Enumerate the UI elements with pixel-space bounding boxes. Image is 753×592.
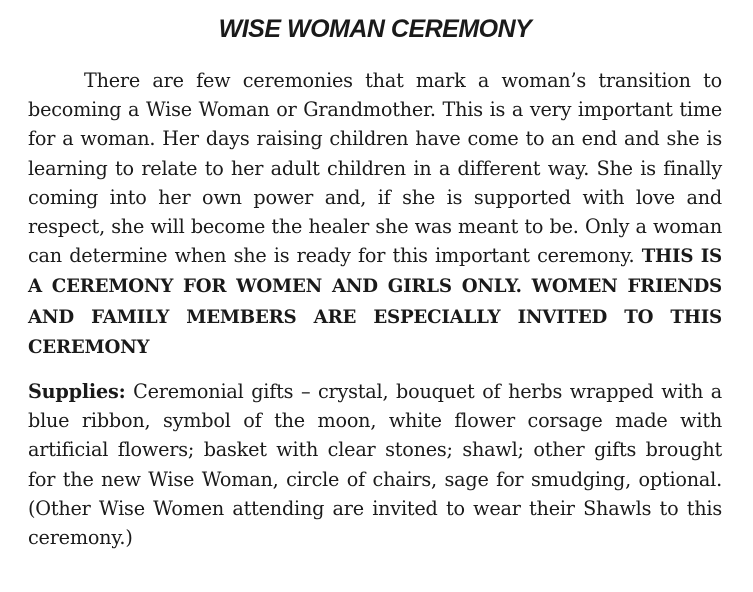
document-title: WISE WOMAN CEREMONY [218,15,532,43]
supplies-text: Ceremonial gifts – crystal, bouquet of herbs wrapped with a blue ribbon, symbol of the moon, white flower corsage made with artificial flowers; basket with clear stones; shawl; other gifts brought for the new Wise Woman, circle of chairs, sage for smudging, optional. (Other Wise Women attending are invited to wear their Shawls to this ceremony.) [28,380,722,550]
intro-notice: THIS IS A CEREMONY FOR WOMEN AND GIRLS ONLY. WOMEN FRIENDS AND FAMILY MEMBERS ARE ESPECIALLY INVITED TO THIS CEREMONY [28,246,722,358]
supplies-paragraph [28,377,722,552]
intro-paragraph [28,66,722,362]
document-page [28,0,722,552]
intro-text: There are few ceremonies that mark a woman’s transition to becoming a Wise Woman or Grandmother. This is a very important time for a woman. Her days raising children have come to an end and she is learning to relate to her adult children in a different way. She is finally coming into her own power and, if she is supported with love and respect, she will become the healer she was meant to be. Only a woman can determine when she is ready for this important ceremony. [28,69,722,268]
supplies-label: Supplies: [28,380,126,404]
